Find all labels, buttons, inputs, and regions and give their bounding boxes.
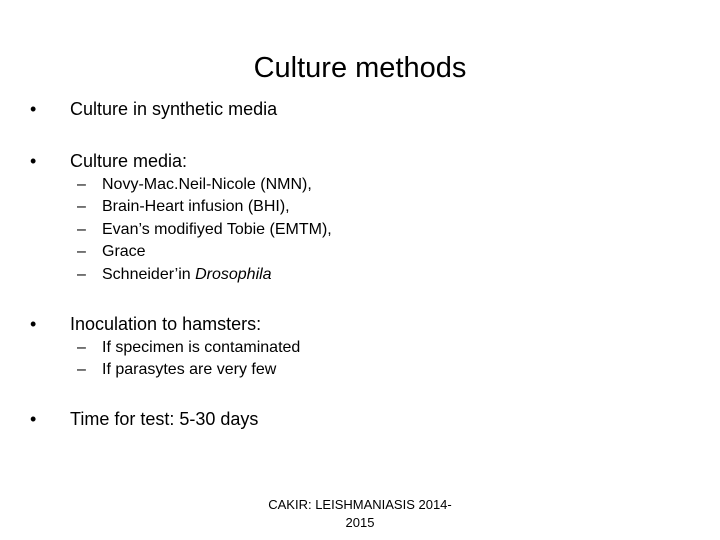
sub-item-few-parasites (77, 359, 276, 382)
sub-item-text: Brain-Heart infusion (BHI), (102, 198, 290, 215)
sub-item-text: Grace (102, 243, 146, 260)
bullet-text: Time for test: 5-30 days (70, 409, 259, 429)
sub-item-emtm (77, 219, 332, 242)
sub-item-italic-text: Drosophila (195, 266, 272, 283)
dash-marker: – (77, 266, 86, 283)
dash-marker: – (77, 361, 86, 378)
bullet-inoculation (30, 313, 261, 335)
slide-title-text: Culture methods (253, 52, 467, 84)
bullet-marker: • (30, 99, 37, 119)
sub-item-schneider (77, 264, 272, 287)
dash-marker: – (77, 339, 86, 356)
bullet-text: Culture media: (70, 151, 188, 171)
bullet-time-for-test (30, 408, 258, 430)
sub-item-bhi (77, 196, 290, 219)
bullet-culture-media (30, 150, 187, 172)
sub-item-text: If specimen is contaminated (102, 339, 301, 356)
sub-item-text: Schneider’in (102, 266, 196, 283)
sub-item-contaminated (77, 337, 300, 360)
bullet-text: Inoculation to hamsters: (70, 314, 262, 334)
bullet-marker: • (30, 151, 37, 171)
sub-item-grace (77, 241, 146, 264)
bullet-marker: • (30, 409, 37, 429)
bullet-text: Culture in synthetic media (70, 99, 278, 119)
dash-marker: – (77, 176, 86, 193)
slide-title (0, 50, 720, 86)
sub-item-text: If parasytes are very few (102, 361, 277, 378)
bullet-marker: • (30, 314, 37, 334)
bullet-culture-synthetic (30, 98, 277, 120)
dash-marker: – (77, 198, 86, 215)
slide-footer: CAKIR: LEISHMANIASIS 2014-2015 (268, 497, 452, 530)
sub-item-text: Novy-Mac.Neil-Nicole (NMN), (102, 176, 312, 193)
dash-marker: – (77, 221, 86, 238)
dash-marker: – (77, 243, 86, 260)
sub-item-nmn (77, 174, 312, 197)
sub-item-text: Evan’s modifiyed Tobie (EMTM), (102, 221, 332, 238)
